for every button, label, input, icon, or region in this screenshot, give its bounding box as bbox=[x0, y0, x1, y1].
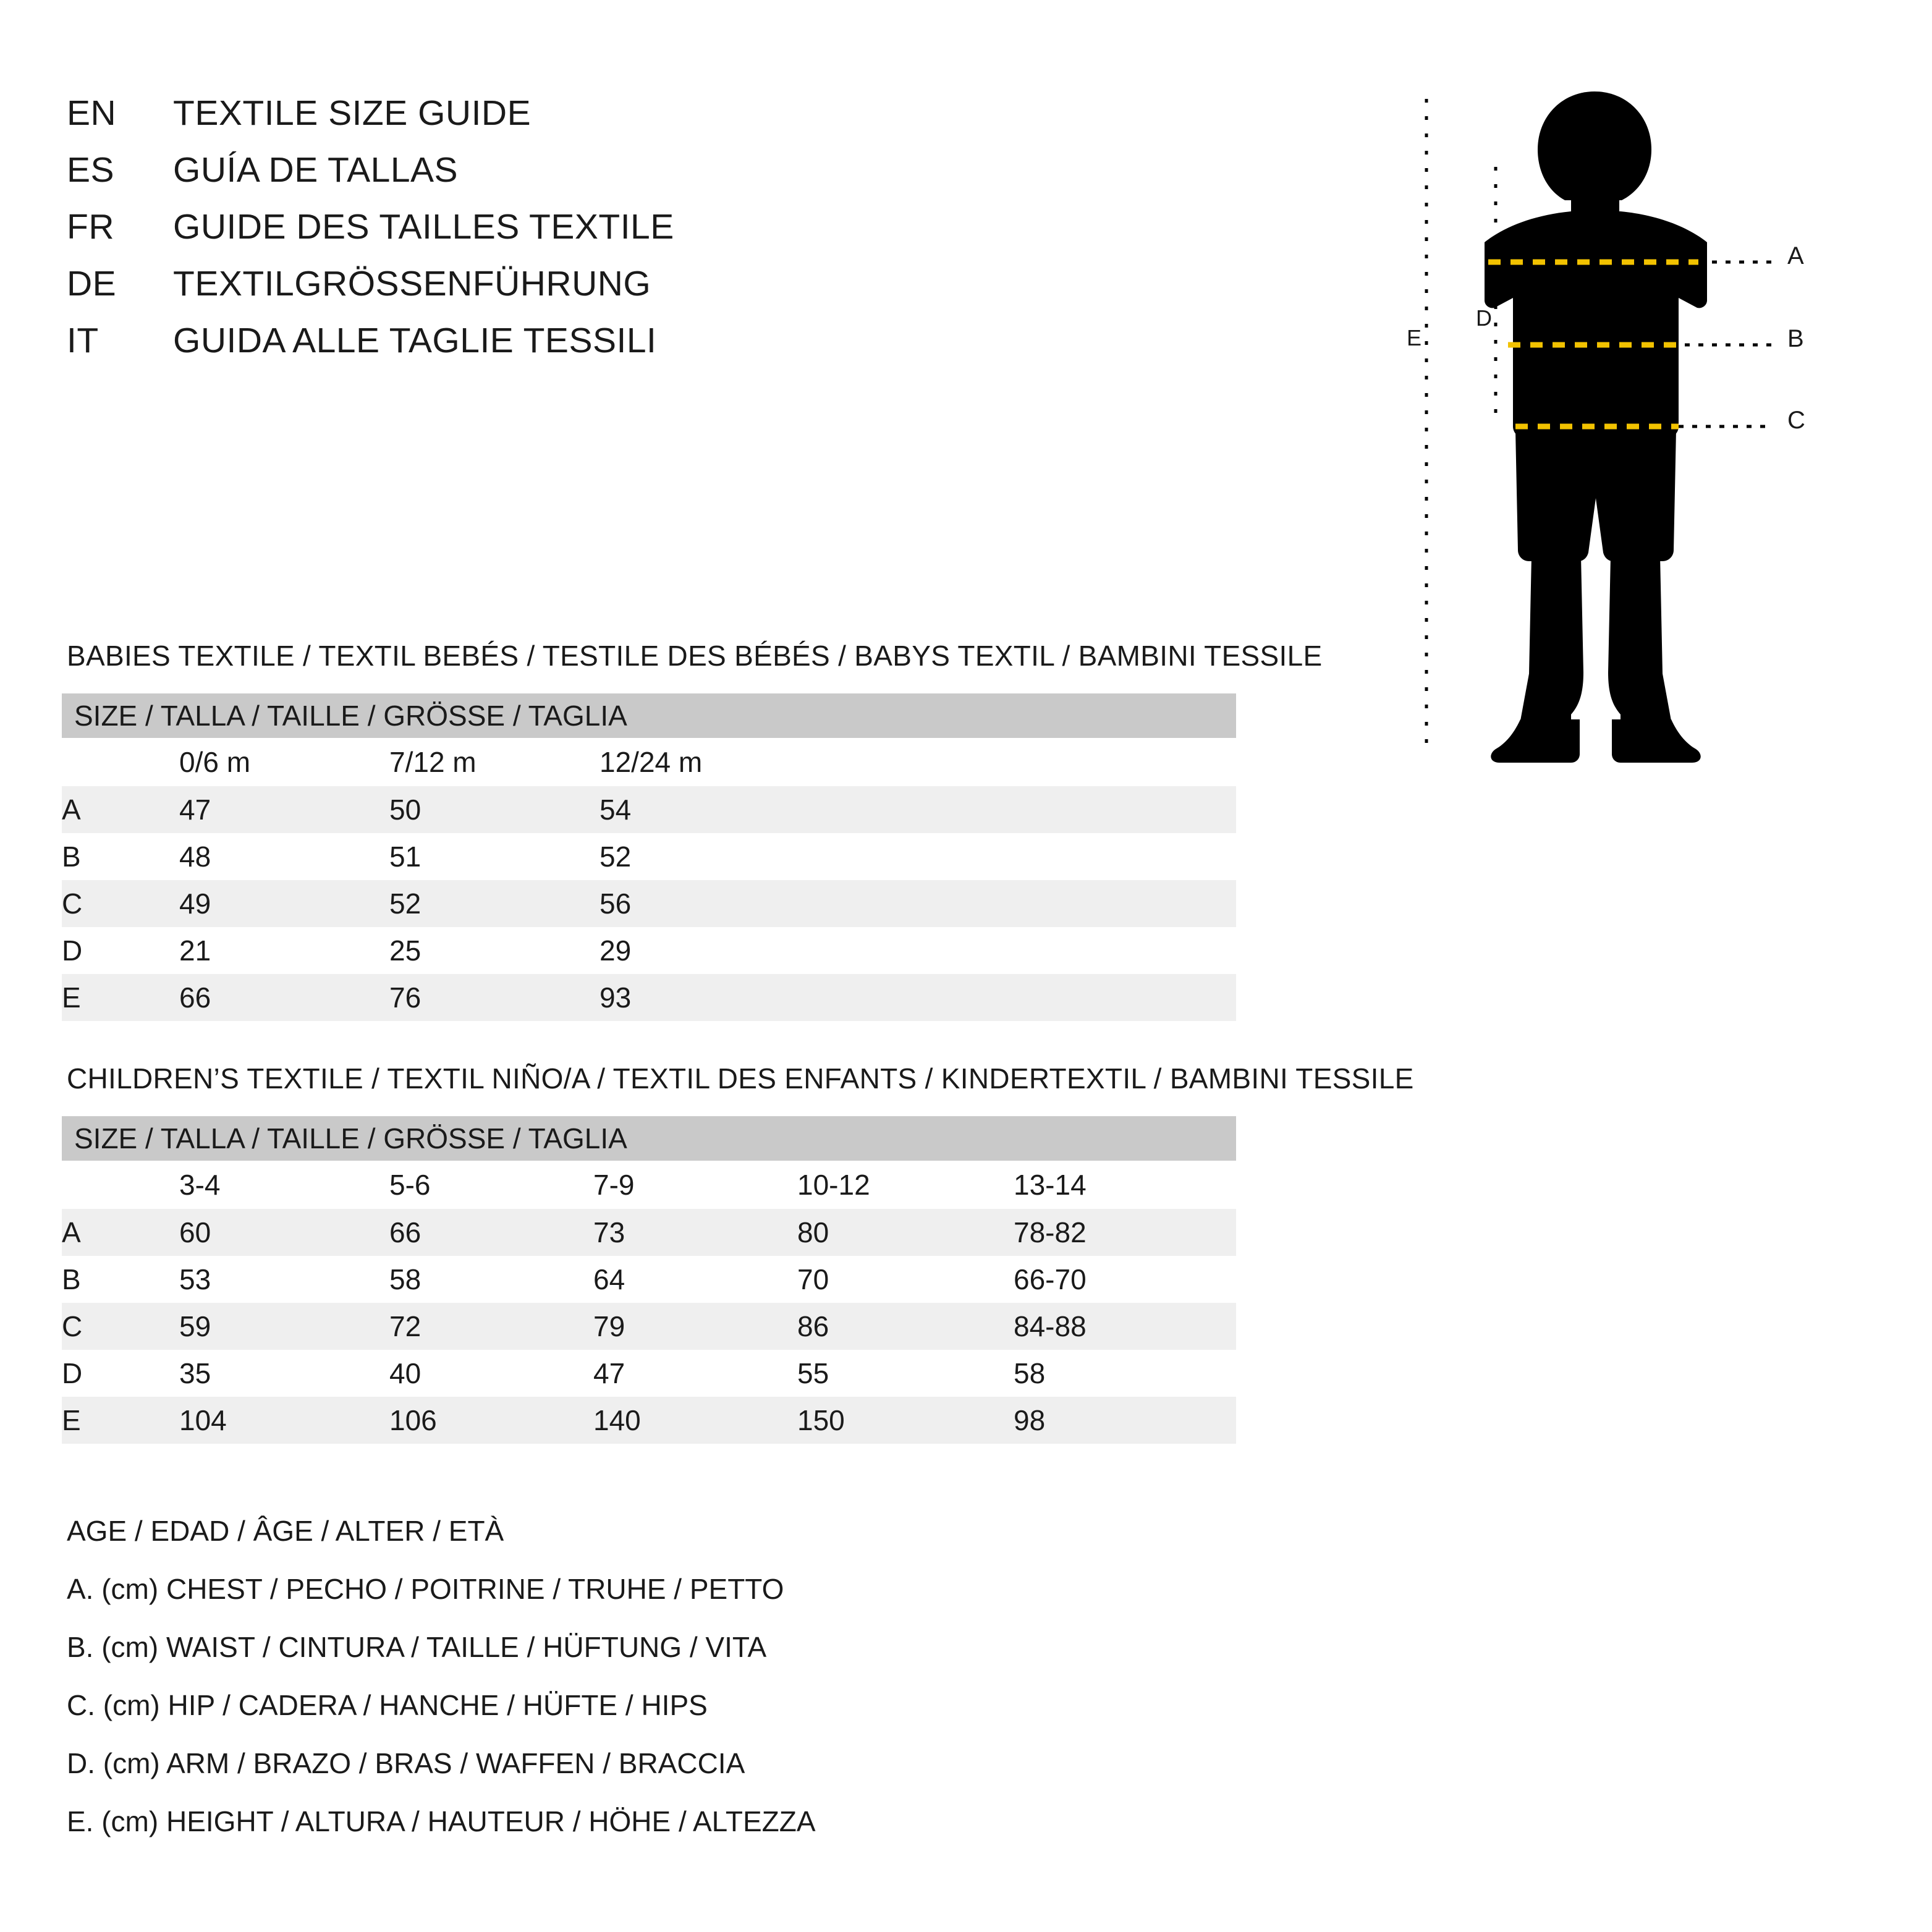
cell: 52 bbox=[600, 833, 1236, 880]
figure-label-b: B bbox=[1787, 325, 1804, 352]
cell: 29 bbox=[600, 927, 1236, 974]
table-row bbox=[62, 1209, 1236, 1256]
table-row bbox=[62, 1350, 1236, 1397]
table-header-row bbox=[62, 1116, 1236, 1161]
cell: 56 bbox=[600, 880, 1236, 927]
children-section-heading: CHILDREN’S TEXTILE / TEXTIL NIÑO/A / TEXTIL DES ENFANTS / KINDERTEXTIL / BAMBINI TESSILE bbox=[67, 1062, 1414, 1095]
title-row bbox=[67, 263, 1241, 320]
cell: 98 bbox=[1014, 1397, 1236, 1444]
figure-label-e: E bbox=[1407, 325, 1422, 350]
babies-size-table bbox=[62, 693, 1236, 1021]
cell: 49 bbox=[179, 880, 389, 927]
table-column-row bbox=[62, 1161, 1236, 1209]
title-lang-fr: FR bbox=[67, 207, 114, 247]
cell: 150 bbox=[797, 1397, 1014, 1444]
row-label: B bbox=[62, 1256, 179, 1303]
cell: 66 bbox=[389, 1209, 593, 1256]
title-row bbox=[67, 320, 1241, 377]
cell: 86 bbox=[797, 1303, 1014, 1350]
table-row bbox=[62, 833, 1236, 880]
title-text-de: TEXTILGRÖSSENFÜHRUNG bbox=[173, 264, 651, 303]
row-label: A bbox=[62, 1209, 179, 1256]
row-label: B bbox=[62, 833, 179, 880]
title-text-en: TEXTILE SIZE GUIDE bbox=[173, 93, 532, 133]
table-row bbox=[62, 1256, 1236, 1303]
legend-height: E. (cm) HEIGHT / ALTURA / HAUTEUR / HÖHE / ALTEZZA bbox=[67, 1805, 816, 1837]
cell: 58 bbox=[1014, 1350, 1236, 1397]
table-row bbox=[62, 880, 1236, 927]
children-table-header: SIZE / TALLA / TAILLE / GRÖSSE / TAGLIA bbox=[62, 1116, 1236, 1161]
table-row bbox=[62, 786, 1236, 833]
cell: 48 bbox=[179, 833, 389, 880]
row-label: E bbox=[62, 974, 179, 1021]
cell: 76 bbox=[389, 974, 600, 1021]
title-block bbox=[67, 93, 1241, 377]
legend-chest: A. (cm) CHEST / PECHO / POITRINE / TRUHE / PETTO bbox=[67, 1573, 784, 1605]
table-header-row bbox=[62, 693, 1236, 738]
cell: 55 bbox=[797, 1350, 1014, 1397]
cell: 50 bbox=[389, 786, 600, 833]
table-row bbox=[62, 1397, 1236, 1444]
row-label: E bbox=[62, 1397, 179, 1444]
corner-cell bbox=[62, 1161, 179, 1209]
title-lang-en: EN bbox=[67, 93, 117, 133]
babies-col-1: 7/12 m bbox=[389, 738, 600, 786]
cell: 47 bbox=[179, 786, 389, 833]
children-col-4: 13-14 bbox=[1014, 1161, 1236, 1209]
table-column-row bbox=[62, 738, 1236, 786]
children-col-0: 3-4 bbox=[179, 1161, 389, 1209]
cell: 59 bbox=[179, 1303, 389, 1350]
cell: 80 bbox=[797, 1209, 1014, 1256]
children-size-table bbox=[62, 1116, 1236, 1444]
title-lang-es: ES bbox=[67, 150, 115, 190]
babies-section-heading: BABIES TEXTILE / TEXTIL BEBÉS / TESTILE DES BÉBÉS / BABYS TEXTIL / BAMBINI TESSILE bbox=[67, 640, 1323, 672]
babies-col-2: 12/24 m bbox=[600, 738, 1236, 786]
children-col-3: 10-12 bbox=[797, 1161, 1014, 1209]
cell: 60 bbox=[179, 1209, 389, 1256]
cell: 58 bbox=[389, 1256, 593, 1303]
cell: 66 bbox=[179, 974, 389, 1021]
cell: 35 bbox=[179, 1350, 389, 1397]
babies-table-header: SIZE / TALLA / TAILLE / GRÖSSE / TAGLIA bbox=[62, 693, 1236, 738]
title-text-es: GUÍA DE TALLAS bbox=[173, 150, 459, 190]
cell: 72 bbox=[389, 1303, 593, 1350]
measurement-figure bbox=[1409, 80, 1879, 773]
table-row bbox=[62, 974, 1236, 1021]
corner-cell bbox=[62, 738, 179, 786]
title-row bbox=[67, 206, 1241, 263]
cell: 79 bbox=[593, 1303, 797, 1350]
cell: 40 bbox=[389, 1350, 593, 1397]
row-label: A bbox=[62, 786, 179, 833]
cell: 52 bbox=[389, 880, 600, 927]
cell: 140 bbox=[593, 1397, 797, 1444]
cell: 106 bbox=[389, 1397, 593, 1444]
row-label: C bbox=[62, 880, 179, 927]
title-lang-it: IT bbox=[67, 321, 99, 360]
table-row bbox=[62, 1303, 1236, 1350]
cell: 25 bbox=[389, 927, 600, 974]
row-label: C bbox=[62, 1303, 179, 1350]
legend-waist: B. (cm) WAIST / CINTURA / TAILLE / HÜFTUNG / VITA bbox=[67, 1631, 767, 1663]
row-label: D bbox=[62, 927, 179, 974]
children-col-1: 5-6 bbox=[389, 1161, 593, 1209]
cell: 70 bbox=[797, 1256, 1014, 1303]
cell: 93 bbox=[600, 974, 1236, 1021]
babies-col-0: 0/6 m bbox=[179, 738, 389, 786]
cell: 84-88 bbox=[1014, 1303, 1236, 1350]
cell: 78-82 bbox=[1014, 1209, 1236, 1256]
cell: 104 bbox=[179, 1397, 389, 1444]
cell: 21 bbox=[179, 927, 389, 974]
cell: 51 bbox=[389, 833, 600, 880]
title-row bbox=[67, 93, 1241, 150]
cell: 47 bbox=[593, 1350, 797, 1397]
title-text-it: GUIDA ALLE TAGLIE TESSILI bbox=[173, 321, 657, 360]
figure-label-d: D bbox=[1476, 305, 1492, 331]
title-lang-de: DE bbox=[67, 264, 117, 303]
figure-label-c: C bbox=[1787, 407, 1805, 434]
table-row bbox=[62, 927, 1236, 974]
cell: 66-70 bbox=[1014, 1256, 1236, 1303]
legend-hip: C. (cm) HIP / CADERA / HANCHE / HÜFTE / HIPS bbox=[67, 1689, 708, 1721]
cell: 53 bbox=[179, 1256, 389, 1303]
cell: 54 bbox=[600, 786, 1236, 833]
cell: 64 bbox=[593, 1256, 797, 1303]
legend-block bbox=[67, 1502, 816, 1850]
figure-label-a: A bbox=[1787, 242, 1804, 269]
title-text-fr: GUIDE DES TAILLES TEXTILE bbox=[173, 207, 674, 247]
row-label: D bbox=[62, 1350, 179, 1397]
legend-arm: D. (cm) ARM / BRAZO / BRAS / WAFFEN / BRACCIA bbox=[67, 1747, 745, 1779]
title-row bbox=[67, 150, 1241, 206]
children-col-2: 7-9 bbox=[593, 1161, 797, 1209]
cell: 73 bbox=[593, 1209, 797, 1256]
legend-age: AGE / EDAD / ÂGE / ALTER / ETÀ bbox=[67, 1515, 504, 1547]
